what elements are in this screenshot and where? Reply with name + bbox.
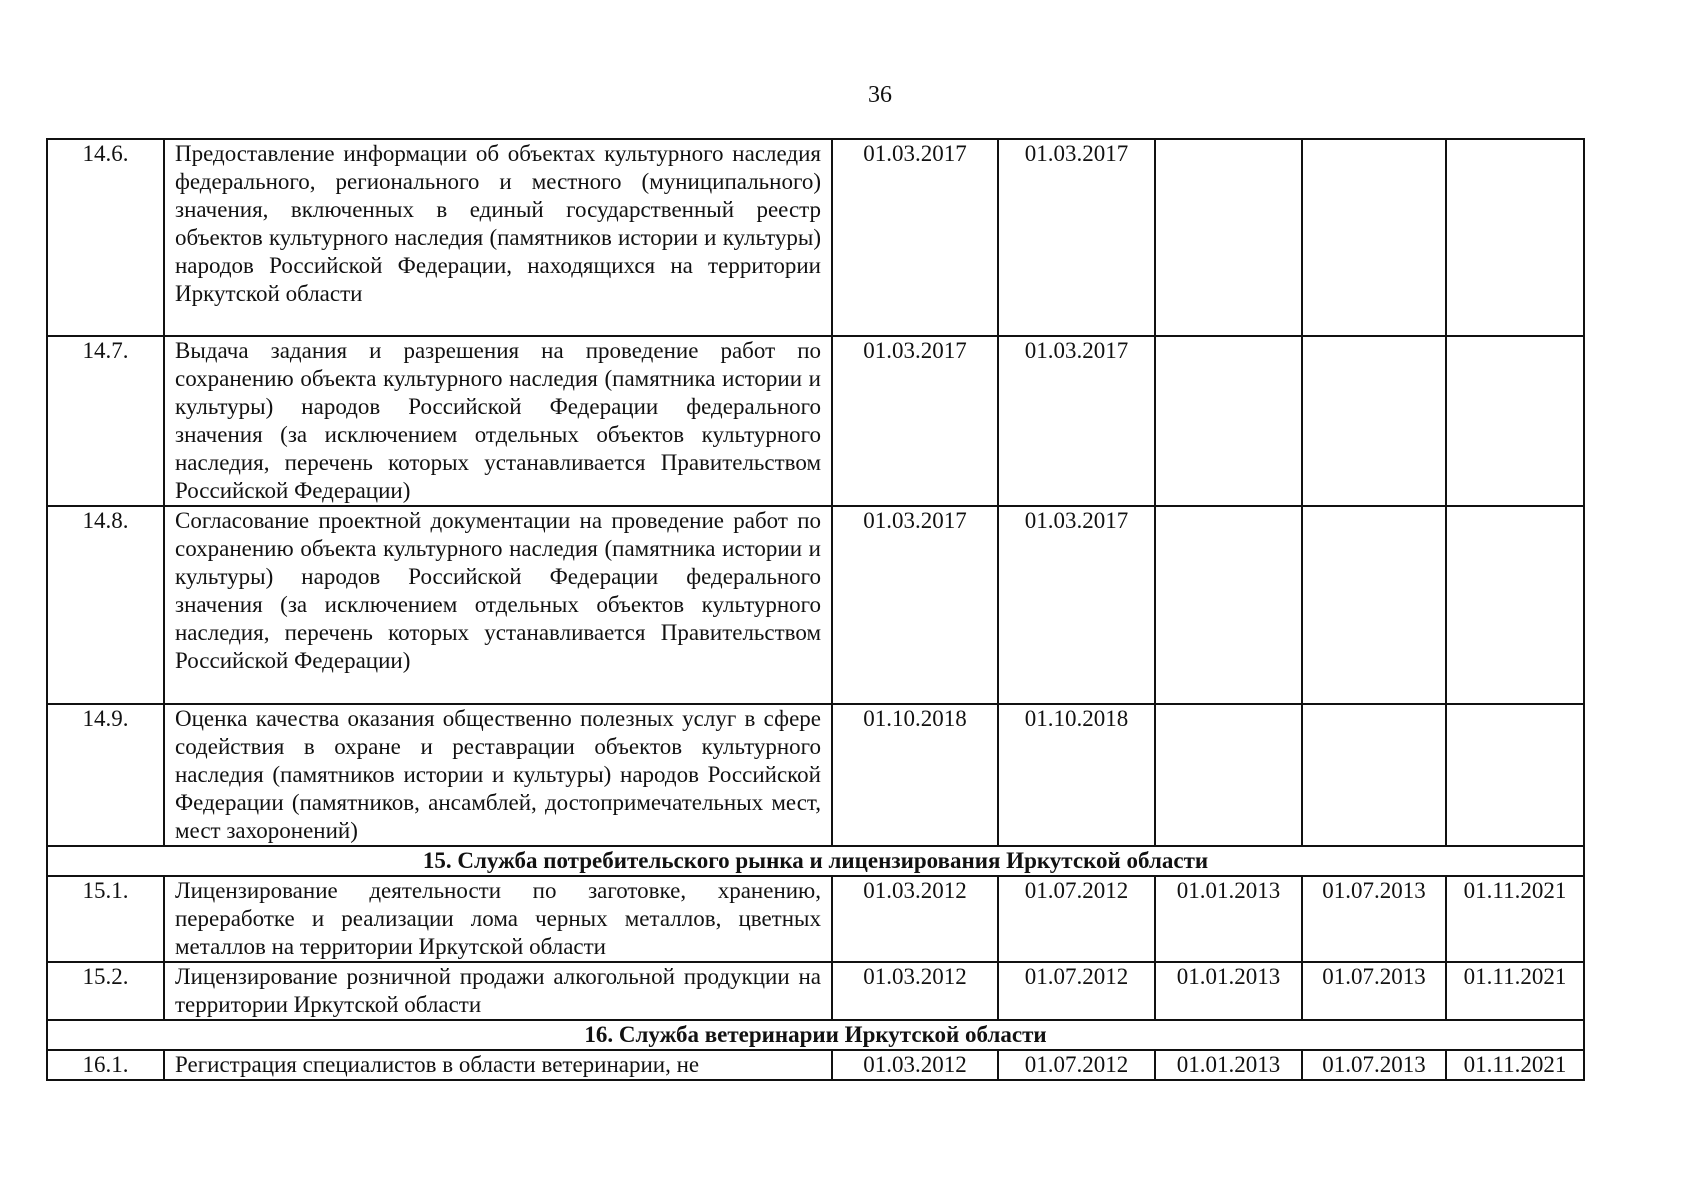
date-cell-3: 01.01.2013 [1155,962,1302,1020]
service-description: Согласование проектной документации на проведение работ по сохранению объекта культурного наследия (памятника истории и культуры) народов Российской Федерации федерального значения (за исключением отдельных объектов культурного наследия, перечень которых устанавливается Правительством Российской Федерации) [164,506,832,704]
row-number: 14.6. [47,139,164,336]
date-cell-4: 01.07.2013 [1302,876,1446,962]
date-cell-3 [1155,506,1302,704]
date-cell-4 [1302,704,1446,846]
date-cell-5: 01.11.2021 [1446,1050,1584,1080]
row-number: 16.1. [47,1050,164,1080]
date-cell-5: 01.11.2021 [1446,876,1584,962]
date-cell-4 [1302,336,1446,506]
date-cell-1: 01.03.2017 [832,506,998,704]
date-cell-1: 01.03.2017 [832,336,998,506]
date-cell-4 [1302,139,1446,336]
page-number: 36 [868,82,892,108]
date-cell-5 [1446,336,1584,506]
date-cell-2: 01.03.2017 [998,139,1155,336]
date-cell-3: 01.01.2013 [1155,876,1302,962]
date-cell-3: 01.01.2013 [1155,1050,1302,1080]
date-cell-2: 01.07.2012 [998,876,1155,962]
date-cell-5: 01.11.2021 [1446,962,1584,1020]
date-cell-1: 01.03.2012 [832,962,998,1020]
service-description: Лицензирование деятельности по заготовке, хранению, переработке и реализации лома черных металлов, цветных металлов на территории Иркутской области [164,876,832,962]
date-cell-2: 01.03.2017 [998,506,1155,704]
date-cell-2: 01.03.2017 [998,336,1155,506]
services-table [46,138,1585,1081]
row-number: 14.7. [47,336,164,506]
table-row [47,962,1584,1020]
date-cell-3 [1155,139,1302,336]
row-number: 14.9. [47,704,164,846]
service-description: Выдача задания и разрешения на проведение работ по сохранению объекта культурного наследия (памятника истории и культуры) народов Российской Федерации федерального значения (за исключением отдельных объектов культурного наследия, перечень которых устанавливается Правительством Российской Федерации) [164,336,832,506]
date-cell-1: 01.03.2012 [832,1050,998,1080]
date-cell-2: 01.07.2012 [998,962,1155,1020]
date-cell-1: 01.03.2012 [832,876,998,962]
date-cell-5 [1446,139,1584,336]
date-cell-5 [1446,506,1584,704]
date-cell-5 [1446,704,1584,846]
service-description: Предоставление информации об объектах культурного наследия федерального, регионального и местного (муниципального) значения, включенных в единый государственный реестр объектов культурного наследия (памятников истории и культуры) народов Российской Федерации, находящихся на территории Иркутской области [164,139,832,336]
date-cell-2: 01.07.2012 [998,1050,1155,1080]
service-description: Регистрация специалистов в области ветеринарии, не [164,1050,832,1080]
table-row [47,1050,1584,1080]
row-number: 15.2. [47,962,164,1020]
section-title: 16. Служба ветеринарии Иркутской области [47,1020,1584,1050]
date-cell-1: 01.10.2018 [832,704,998,846]
service-description: Оценка качества оказания общественно полезных услуг в сфере содействия в охране и реставрации объектов культурного наследия (памятников истории и культуры) народов Российской Федерации (памятников, ансамблей, достопримечательных мест, мест захоронений) [164,704,832,846]
row-number: 15.1. [47,876,164,962]
date-cell-4: 01.07.2013 [1302,1050,1446,1080]
date-cell-4 [1302,506,1446,704]
section-title: 15. Служба потребительского рынка и лицензирования Иркутской области [47,846,1584,876]
table-row [47,506,1584,704]
date-cell-3 [1155,704,1302,846]
service-description: Лицензирование розничной продажи алкогольной продукции на территории Иркутской области [164,962,832,1020]
table-row [47,139,1584,336]
table-row [47,876,1584,962]
section-header-row [47,846,1584,876]
date-cell-1: 01.03.2017 [832,139,998,336]
date-cell-4: 01.07.2013 [1302,962,1446,1020]
section-header-row [47,1020,1584,1050]
table-row [47,704,1584,846]
table-row [47,336,1584,506]
date-cell-3 [1155,336,1302,506]
row-number: 14.8. [47,506,164,704]
date-cell-2: 01.10.2018 [998,704,1155,846]
